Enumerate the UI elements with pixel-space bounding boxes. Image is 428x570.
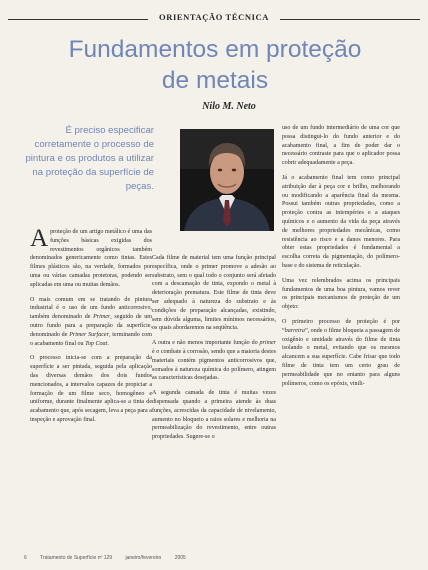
- text-run: ”, onde o filme bloqueia a passagem de oxigênio e umidade através do filme de tinta isolando o metal, evitando que os mesmos alcancem a sua superfície. Cabe frisar que todo filme de tinta tem um certo grau de permeabilidade que no entanto para alguns polímeros, como os epóxis, vinili-: [282, 327, 401, 387]
- page-footer: [24, 555, 404, 561]
- article-column-2: [152, 254, 276, 448]
- text-run: O mais comum em se tratando de pintura industrial é o uso de um fundo anticorrosivo, também denominado de: [30, 296, 152, 321]
- article-title: [40, 34, 390, 96]
- header-rule-right: [280, 19, 420, 20]
- text-run: , terminando com o acabamento final ou: [30, 331, 152, 347]
- emphasis-primer-surfacer: Primer Surfacer: [69, 331, 109, 338]
- text-run: A outra e não menos importante função do: [152, 340, 260, 347]
- paragraph: [30, 296, 152, 349]
- paragraph: Uma vez relembrados acima os principais fundamentos de uma boa pintura, vamos rever os principais mecanismos de proteção de um objeto:: [282, 277, 400, 311]
- paragraph: A segunda camada de tinta é muitas vezes dispensada quando a primeira atende às duas funções, acrescidas da capacidade de nivelamento, aumento no bloqueio a raios solares e melhoria na permeabilização do revestimento, entre outras propriedades. Sugere-se o: [152, 390, 276, 441]
- text-run: O primeiro processo de proteção é por “: [282, 318, 400, 334]
- title-line-1: Fundamentos em proteção: [68, 36, 362, 63]
- emphasis-primer: Primer: [93, 314, 111, 321]
- paragraph: [30, 225, 152, 290]
- paragraph: Cada filme de material tem uma função principal específica, onde o primer promove a adesão ao substrato, sem o qual todo o conjunto será afetado com a descamação de tinta, expondo o metal à deterioração prematura. Este filme de tinta deve ser adequado à natureza do substrato e às condições de preparação alcançadas, existindo, sem dúvida alguma, limites mínimos necessários, os quais abordaremos na seqüência.: [152, 255, 276, 332]
- pull-quote: É preciso especificar corretamente o processo de pintura e os produtos a utilizar na proteção da superfície de peças.: [25, 125, 154, 192]
- paragraph: [152, 339, 276, 383]
- text-run: , seguido de um outro fundo para a preparação da superfície, denominado de: [30, 314, 152, 338]
- publication-name: Tratamento de Superfície nº 129: [40, 555, 113, 561]
- paragraph: O processo inicia-se com a preparação da superfície a ser pintada, seguida pela aplicação das diversas demãos dos dois fundos mencionados, a intervalos capazes de propiciar a formação de um filme seco, homogêneo e uniforme, durante finalmente aplica-se a tinta de acabamento que, após secagem, leva a peça para a inspeção e aprovação final.: [30, 355, 152, 423]
- paragraph: uso de um fundo intermediário de uma cor que possa distingui-lo do fundo anterior e do acabamento final, a fim de poder dar o necessário contraste para que o aplicador possa cobrir adequadamente a peça.: [282, 125, 400, 167]
- text-run: .: [107, 340, 109, 347]
- text-run: é o combate à corrosão, sendo que a maioria destes materiais contém pigmentos anticorrosivos que, somados à natureza química do polímero, atingem as características desejadas.: [152, 348, 276, 382]
- emphasis-top-coat: Top Coat: [85, 340, 108, 347]
- drop-cap: A: [30, 225, 49, 252]
- issue-date: janeiro/fevereiro: [125, 555, 162, 561]
- author-name: Nilo M. Neto: [202, 101, 256, 112]
- paragraph: Já o acabamento final tem como principal atribuição dar à peça cor e brilho, melhorando ou modificando a aparência final da mesma. Possui também outras propriedades, como a proteção contra as intempéries e a ataques químicos e o aumento da vida da peça através de melhores propriedades mecânicas, como resistência ao risco e a danos menores. Para obter estas propriedades é fundamental a escolha correta da pigmentação, do polímero-base e do sistema de reticulação.: [282, 174, 400, 269]
- paragraph: [282, 318, 400, 388]
- title-line-2: de metais: [161, 67, 269, 94]
- article-column-3: [282, 124, 400, 394]
- section-label: ORIENTAÇÃO TÉCNICA: [159, 12, 269, 22]
- header-rule-left: [8, 19, 148, 20]
- article-column-1: [30, 225, 152, 431]
- issue-year: 2005: [174, 555, 186, 561]
- paragraph-text: proteção de um artigo metálico é uma das funções básicas exigidas dos revestimentos orgânicos também denominados genericamente como tintas. Estes filmes plásticos são, na verdade, formados por uma ou várias camadas protetoras, podendo ser aplicadas em uma ou muitas demãos.: [30, 229, 152, 288]
- emphasis-barreira: barreira: [284, 327, 305, 334]
- author-photo: [180, 129, 274, 231]
- emphasis-primer: primer: [259, 340, 276, 347]
- page-number: 6: [24, 555, 27, 561]
